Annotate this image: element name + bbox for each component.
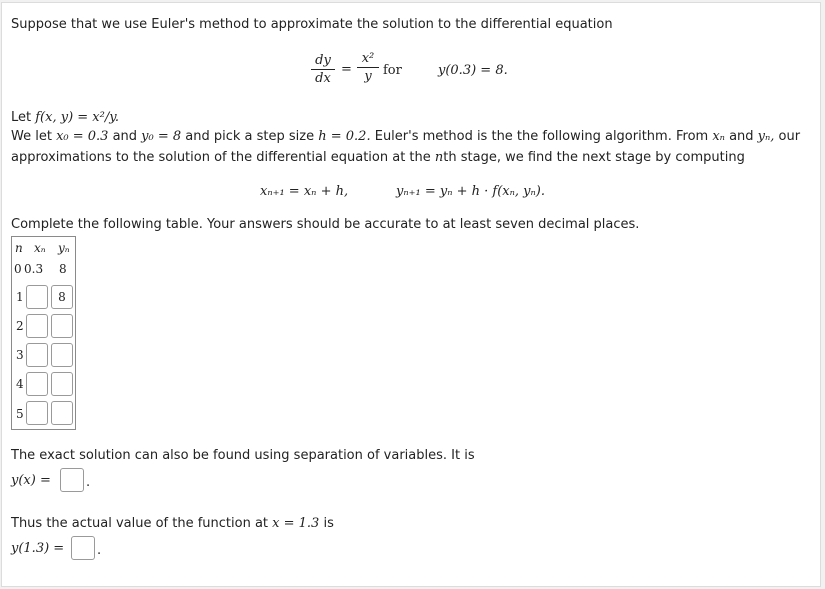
actual-value-text	[11, 516, 334, 532]
for-word: for	[383, 63, 402, 78]
row4-x-input[interactable]	[26, 372, 48, 396]
actual-value-input[interactable]	[71, 536, 95, 560]
row2-n: 2	[16, 319, 24, 333]
p1-c: and pick a step size	[181, 129, 319, 144]
actual-text-a: Thus the actual value of the function at	[11, 516, 273, 531]
row0-y: 8	[59, 262, 67, 276]
row5-x-input[interactable]	[26, 401, 48, 425]
actual-value-label: y(1.3) =	[11, 541, 65, 556]
actual-text-b: is	[319, 516, 334, 531]
dx-denominator: dx	[315, 71, 331, 86]
dy-dx-fraction	[311, 53, 335, 86]
row1-x-input[interactable]	[26, 285, 48, 309]
table-prompt: Complete the following table. Your answers should be accurate to at least seven decimal places.	[11, 217, 640, 232]
x2-numerator: x²	[361, 51, 375, 66]
row1-n: 1	[16, 290, 24, 304]
ode-equals: =	[341, 62, 352, 77]
y-update-formula: yₙ₊₁ = yₙ + h · f(xₙ, yₙ).	[396, 184, 545, 199]
euler-description-line2	[11, 150, 745, 166]
exact-solution-label: y(x) =	[11, 473, 51, 488]
euler-description-line1	[11, 129, 800, 145]
intro-text: Suppose that we use Euler's method to approximate the solution to the differential equation	[11, 17, 613, 32]
row5-y-input[interactable]	[51, 401, 73, 425]
euler-table	[11, 236, 76, 430]
x-update-formula: xₙ₊₁ = xₙ + h,	[260, 184, 349, 199]
row2-x-input[interactable]	[26, 314, 48, 338]
actual-period: .	[97, 543, 102, 558]
y0-value: y₀ = 8	[141, 129, 182, 144]
row5-n: 5	[16, 407, 24, 421]
p1-f: our	[774, 129, 801, 144]
p1-e: and	[724, 129, 758, 144]
dy-numerator: dy	[315, 53, 331, 68]
yn-symbol: yₙ,	[757, 129, 775, 144]
x0-value: x₀ = 0.3	[56, 129, 109, 144]
header-yn: yₙ	[58, 241, 70, 255]
let-line	[11, 110, 119, 126]
exact-period: .	[86, 475, 91, 490]
header-n: n	[15, 241, 23, 255]
row3-n: 3	[16, 348, 24, 362]
row1-y-input[interactable]: 8	[51, 285, 73, 309]
row2-y-input[interactable]	[51, 314, 73, 338]
p1-d: Euler's method is the the following algorithm. From	[370, 129, 713, 144]
row0-n: 0	[14, 262, 22, 276]
step-size: h = 0.2.	[318, 129, 371, 144]
initial-condition: y(0.3) = 8.	[438, 63, 508, 78]
n-symbol: n	[434, 150, 444, 165]
row4-y-input[interactable]	[51, 372, 73, 396]
x2-over-y-fraction	[357, 51, 379, 84]
p1-a: We let	[11, 129, 57, 144]
y-denominator: y	[364, 69, 372, 84]
row4-n: 4	[16, 377, 24, 391]
actual-x-value: x = 1.3	[272, 516, 320, 531]
p2-a: approximations to the solution of the differential equation at the	[11, 150, 435, 165]
row3-y-input[interactable]	[51, 343, 73, 367]
header-xn: xₙ	[34, 241, 46, 255]
problem-panel	[1, 2, 821, 587]
exact-solution-text: The exact solution can also be found using separation of variables. It is	[11, 448, 475, 463]
xn-symbol: xₙ	[712, 129, 725, 144]
p2-b: th stage, we find the next stage by computing	[443, 150, 745, 165]
f-definition: f(x, y) = x²/y.	[35, 110, 119, 125]
let-prefix: Let	[11, 110, 36, 125]
row3-x-input[interactable]	[26, 343, 48, 367]
row0-x: 0.3	[24, 262, 44, 276]
p1-b: and	[108, 129, 142, 144]
exact-solution-input[interactable]	[60, 468, 84, 492]
